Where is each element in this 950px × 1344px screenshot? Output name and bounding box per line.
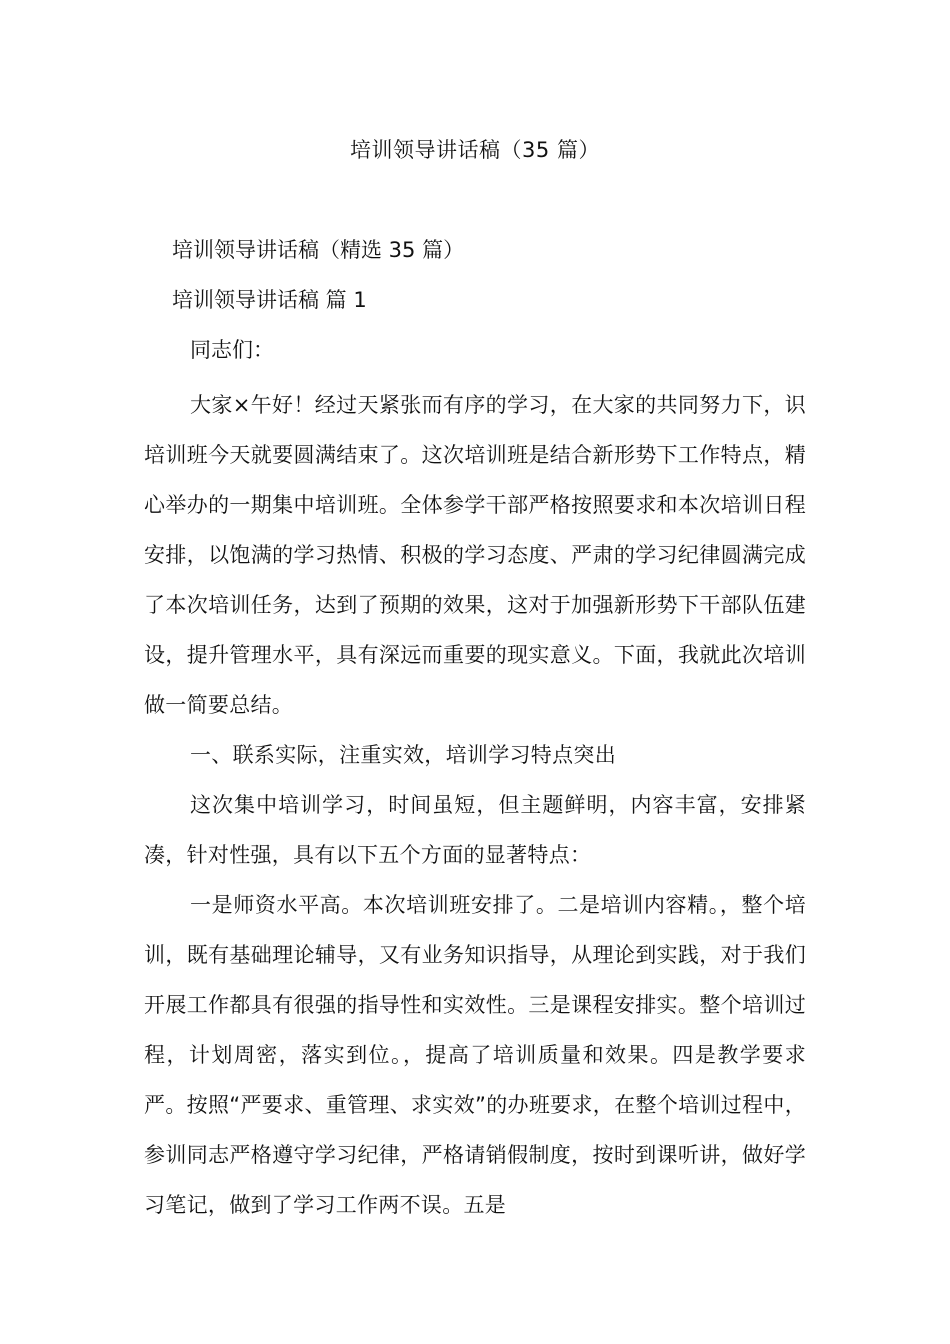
paragraph-section-one-heading: 一、联系实际，注重实效，培训学习特点突出 (190, 743, 616, 767)
document-subtitle: 培训领导讲话稿（精选 35 篇） (172, 238, 465, 262)
paragraph-training-summary: 这次集中培训学习，时间虽短，但主题鲜明，内容丰富，安排紧凑，针对性强，具有以下五个方面的显著特点： (144, 793, 806, 867)
section-heading: 培训领导讲话稿 篇 1 (172, 288, 367, 312)
document-title: 培训领导讲话稿（35 篇） (350, 138, 600, 162)
paragraph-five-features: 一是师资水平高。本次培训班安排了。二是培训内容精。，整个培训，既有基础理论辅导，又有业务知识指导，从理论到实践，对于我们开展工作都具有很强的指导性和实效性。三是课程安排实。整个培训过程，计划周密，落实到位。，提高了培训质量和效果。四是教学要求严。按照“严要求、重管理、求实效”的办班要求，在整个培训过程中，参训同志严格遵守学习纪律，严格请销假制度，按时到课听讲，做好学习笔记，做到了学习工作两不误。五是 (144, 893, 806, 1217)
greeting: 同志们： (190, 338, 274, 362)
document-body (144, 380, 806, 1230)
paragraph-opening: 大家×午好！经过天紧张而有序的学习，在大家的共同努力下，识培训班今天就要圆满结束了。这次培训班是结合新形势下工作特点，精心举办的一期集中培训班。全体参学干部严格按照要求和本次培训日程安排，以饱满的学习热情、积极的学习态度、严肃的学习纪律圆满完成了本次培训任务，达到了预期的效果，这对于加强新形势下干部队伍建设，提升管理水平，具有深远而重要的现实意义。下面，我就此次培训做一简要总结。 (144, 393, 806, 717)
